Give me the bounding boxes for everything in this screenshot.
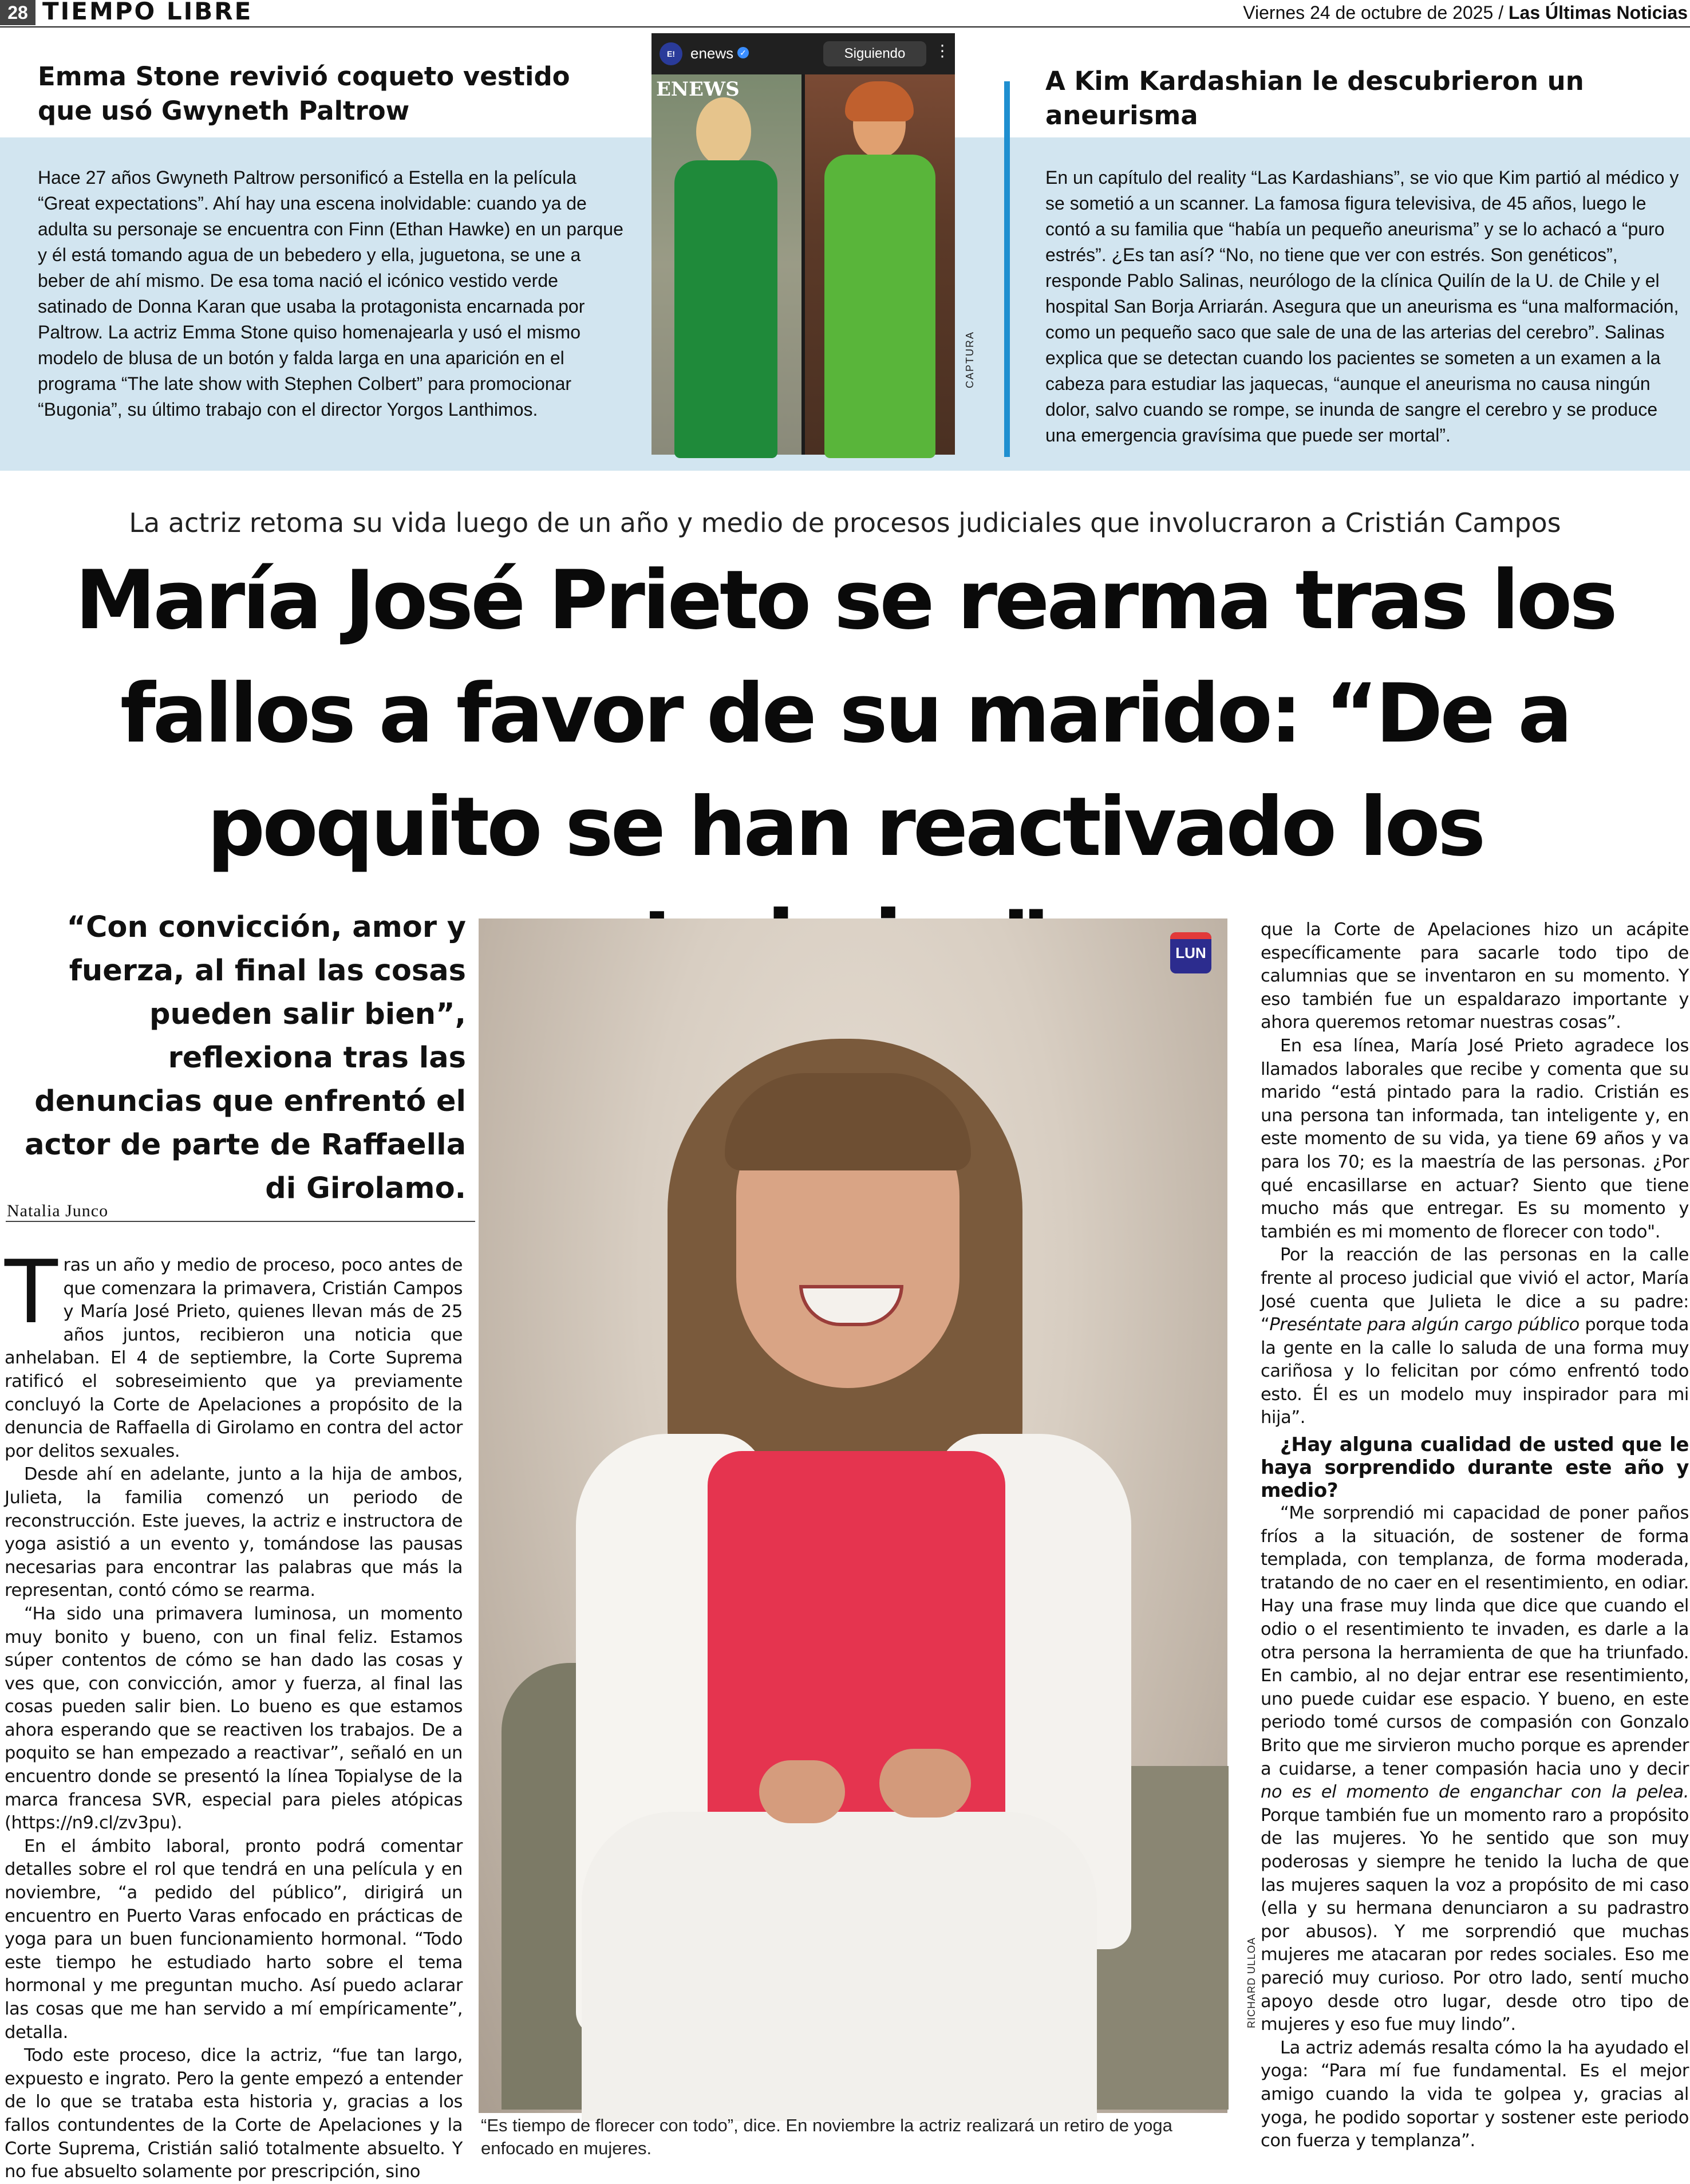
byline-rule [6, 1221, 475, 1222]
right-brief-title: A Kim Kardashian le descubrieron un aneurisma [1045, 66, 1584, 131]
italic-quote: Preséntate para algún cargo público [1269, 1315, 1580, 1335]
top-photo-credit: CAPTURA [964, 330, 976, 388]
italic-quote: no es el momento de enganchar con la pelea. [1261, 1782, 1689, 1803]
figure-green-outfit [674, 160, 777, 458]
following-button[interactable]: Siguiendo [823, 41, 926, 66]
paragraph: “Ha sido una primavera luminosa, un momento muy bonito y bueno, con un final feliz. Estamos súper contentos de cómo se han dado las cosas y ves que, con convicción, amor y fuerza, al final las cosas pueden salir bien. Lo bueno es que estamos ahora esperando que se reactiven los trabajos. De a poquito se han empezado a reactivar”, señaló en un encuentro donde se presentó la línea Topialyse de la marca francesa SVR, especial para pieles atópicas (https://n9.cl/zv3pu). [5, 1603, 463, 1834]
text-run: Por la reacción de las personas en la calle frente al proceso judicial que vivió el actor, María José cuenta que Julieta le dice a su padre: “ [1261, 1245, 1689, 1335]
paragraph [1261, 1502, 1689, 2037]
subject-bangs [725, 1073, 971, 1170]
article-kicker: La actriz retoma su vida luego de un año y medio de procesos judiciales que involucraron a Cristián Campos [129, 507, 1561, 538]
social-screenshot-photo [651, 33, 955, 455]
drop-cap: T [5, 1241, 58, 1343]
header-rule [0, 26, 1690, 27]
lun-logo: LUN [1170, 932, 1211, 973]
right-brief-body: En un capítulo del reality “Las Kardashians”, se vio que Kim partió al médico y se sometió a un scanner. La famosa figura televisiva, de 45 años, luego le contó a su familia que “había un pequeño aneurisma” y se lo achacó a “puro estrés”. ¿Es tan así? “No, no tiene que ver con estrés. Son genéticos”, responde Pablo Salinas, neurólogo de la clínica Quilín de la U. de Chile y el hospital San Borja Arriarán. Asegura que un aneurisma es “una malformación, como un pequeño saco que sale de una de las arterias del cerebro”. Salinas explica que se detectan cuando los pacientes se someten a un examen a la cabeza para estudiar las jaquecas, “aunque el aneurisma no causa ningún dolor, salvo cuando se rompe, se inunda de sangre el cerebro y se produce una emergencia gravísima que puede ser mortal”. [1045, 167, 1679, 446]
paragraph: que la Corte de Apelaciones hizo un acápite específicamente para sacarle todo tipo de calumnias que se inventaron en su momento. Y eso también fue un espaldarazo importante y ahora queremos retomar nuestras cosas”. [1261, 920, 1689, 1033]
figure-green-outfit [824, 155, 935, 458]
text-run: porque toda la gente en la calle lo saluda de una forma muy cariñosa y lo felicitan por cómo enfrentó todo esto. Él es un modelo muy inspirador para mi hija”. [1261, 1315, 1689, 1428]
left-brief-body: Hace 27 años Gwyneth Paltrow personificó a Estella en la película “Great expectations”. Ahí hay una escena inolvidable: cuando ya de adulta su personaje se encuentra con Finn (Ethan Hawke) en un parque y él está tomando agua de un bebedero y ella, juguetona, se une a beber de ahí mismo. De esa toma nació el icónico vestido verde satinado de Donna Karan que usaba la protagonista encarnada por Paltrow. La actriz Emma Stone quiso homenajearla y usó el mismo modelo de blusa de un botón y falda larga en una aparición en el programa “The late show with Stephen Colbert” para promocionar “Bugonia”, su último trabajo con el director Yorgos Lanthimos. [38, 167, 623, 420]
interview-question: ¿Hay alguna cualidad de usted que le haya sorprendido durante este año y medio? [1261, 1433, 1689, 1503]
section-title: TIEMPO LIBRE [42, 0, 253, 25]
page-header [0, 0, 1690, 25]
text-run: “Me sorprendió mi capacidad de poner paños fríos a la situación, de sostener de forma templada, con templanza, de forma moderada, tratando de no caer en el resentimiento, en odiar. Hay una frase muy linda que dice que cuando el odio o el resentimiento te invaden, es darle a la otra persona la herramienta de que ha triunfado. En cambio, al no dejar entrar ese resentimiento, uno puede cuidar ese espacio. Y bueno, en este periodo tomé cursos de compasión con Gonzalo Brito que me sirvieron mucho porque es aprender a cuidarse, a tener compasión hacia uno y decir [1261, 1503, 1689, 1779]
text-run: Porque también fue un momento raro a propósito de las mujeres. Yo he sentido que son muy poderosas y siempre he tenido la lucha de que las mujeres saquen la voz a propósito de mi caso (ella y su hermana denunciaron a su padrastro por abusos). Y me sorprendió que muchas mujeres me atacaran por redes sociales. Eso me pareció muy curioso. Por otro lado, sentí mucho apoyo desde otro lugar, desde otro tipo de mujeres y eso fue muy lindo”. [1261, 1805, 1689, 2035]
dateline [1243, 0, 1688, 25]
photo-caption: “Es tiempo de florecer con todo”, dice. En noviembre la actriz realizará un retiro de yoga enfocado en mujeres. [481, 2115, 1172, 2158]
verified-icon: ✓ [737, 47, 749, 58]
article-headline: María José Prieto se rearma tras los fallos a favor de su marido: “De a poquito se han reactivado los [75, 553, 1615, 874]
paragraph: Todo este proceso, dice la actriz, “fue tan largo, expuesto e ingrato. Pero la gente empezó a entender de lo que se trataba esta historia y, gracias a los fallos contundentes de la Corte de Apelaciones y la Corte Suprema, Cristián salió totalmente absuelto. Y no fue absuelto solamente por prescripción, sino [5, 2045, 463, 2182]
figure-hair [845, 81, 914, 121]
subject-left-hand [759, 1760, 845, 1823]
emma-stone-photo [805, 74, 955, 455]
subject-white-pants [582, 1812, 1097, 2121]
account-avatar: E! [660, 42, 682, 65]
article-column-1 [5, 1241, 463, 2182]
article-byline: Natalia Junco [7, 1201, 109, 1220]
paragraph: La actriz además resalta cómo la ha ayudado el yoga: “Para mí fue fundamental. Es el mejor amigo cuando la vida te golpea y, gracias al yoga, he podido soportar y sostener este periodo con fuerza y templanza”. [1261, 2037, 1689, 2151]
page-number: 28 [0, 0, 35, 25]
enews-watermark: ENEWS [656, 78, 740, 101]
dateline-separator: / [1498, 2, 1504, 23]
social-post-header [651, 33, 955, 74]
main-portrait-photo [479, 918, 1227, 2113]
paragraph: En el ámbito laboral, pronto podrá comentar detalles sobre el rol que tendrá en una película y en noviembre, “a pedido del público”, dirigirá un encuentro en Puerto Varas enfocado en prácticas de yoga para un buen funcionamiento hormonal. “Todo este tiempo he estudiado harto sobre el tema hormonal y me preguntan mucho. Así puedo aclarar las cosas que me han servido a mí empíricamente”, detalla. [5, 1836, 463, 2043]
paragraph [1261, 1244, 1689, 1430]
account-handle: enews [690, 45, 734, 62]
figure-head [696, 97, 751, 166]
article-column-3 [1261, 918, 1689, 2162]
paragraph: En esa línea, María José Prieto agradece los llamados laborales que recibe y comenta que su marido “está pintado para la radio. Cristián es una persona tan informada, tan inteligente y, en este momento de su vida, ya tiene 69 años y va para los 70; es la maestría de las personas. ¿Por qué encasillarse en actuar? Siento que tiene mucho más que entregar. Es su momento y también es mi momento de florecer con todo". [1261, 1035, 1689, 1242]
newspaper-name: Las Últimas Noticias [1509, 2, 1688, 23]
photo-credit: RICHARD ULLOA [1246, 1937, 1257, 2028]
paragraph: Desde ahí en adelante, junto a la hija de ambos, Julieta, la familia comenzó un periodo de reconstrucción. Este jueves, la actriz e instructora de yoga asistió a un evento y, tomándose las pausas necesarias para encontrar las palabras que más la representan, contó cómo se rearma. [5, 1464, 463, 1601]
left-brief-title: Emma Stone revivió coqueto vestido que usó Gwyneth Paltrow [38, 61, 570, 126]
more-options-icon[interactable]: ⋮ [934, 42, 950, 60]
subject-right-hand [879, 1749, 971, 1818]
issue-date: Viernes 24 de octubre de 2025 [1243, 2, 1494, 23]
paragraph: ras un año y medio de proceso, poco antes de que comenzara la primavera, Cristián Campos y María José Prieto, quienes llevan más de 25 años juntos, recibieron una noticia que anhelaban. El 4 de septiembre, la Corte Suprema ratificó el sobreseimiento que ya previamente concluyó la Corte de Apelaciones a propósito de la denuncia de Raffaella di Girolamo en contra del actor por delitos sexuales. [5, 1255, 463, 1461]
right-brief-accent-bar [1004, 81, 1010, 457]
article-deck: “Con convicción, amor y fuerza, al final las cosas pueden salir bien”, reflexiona tras las denuncias que enfrentó el actor de parte de Raffaella di Girolamo. [25, 910, 466, 1205]
gwyneth-paltrow-photo [651, 74, 801, 455]
